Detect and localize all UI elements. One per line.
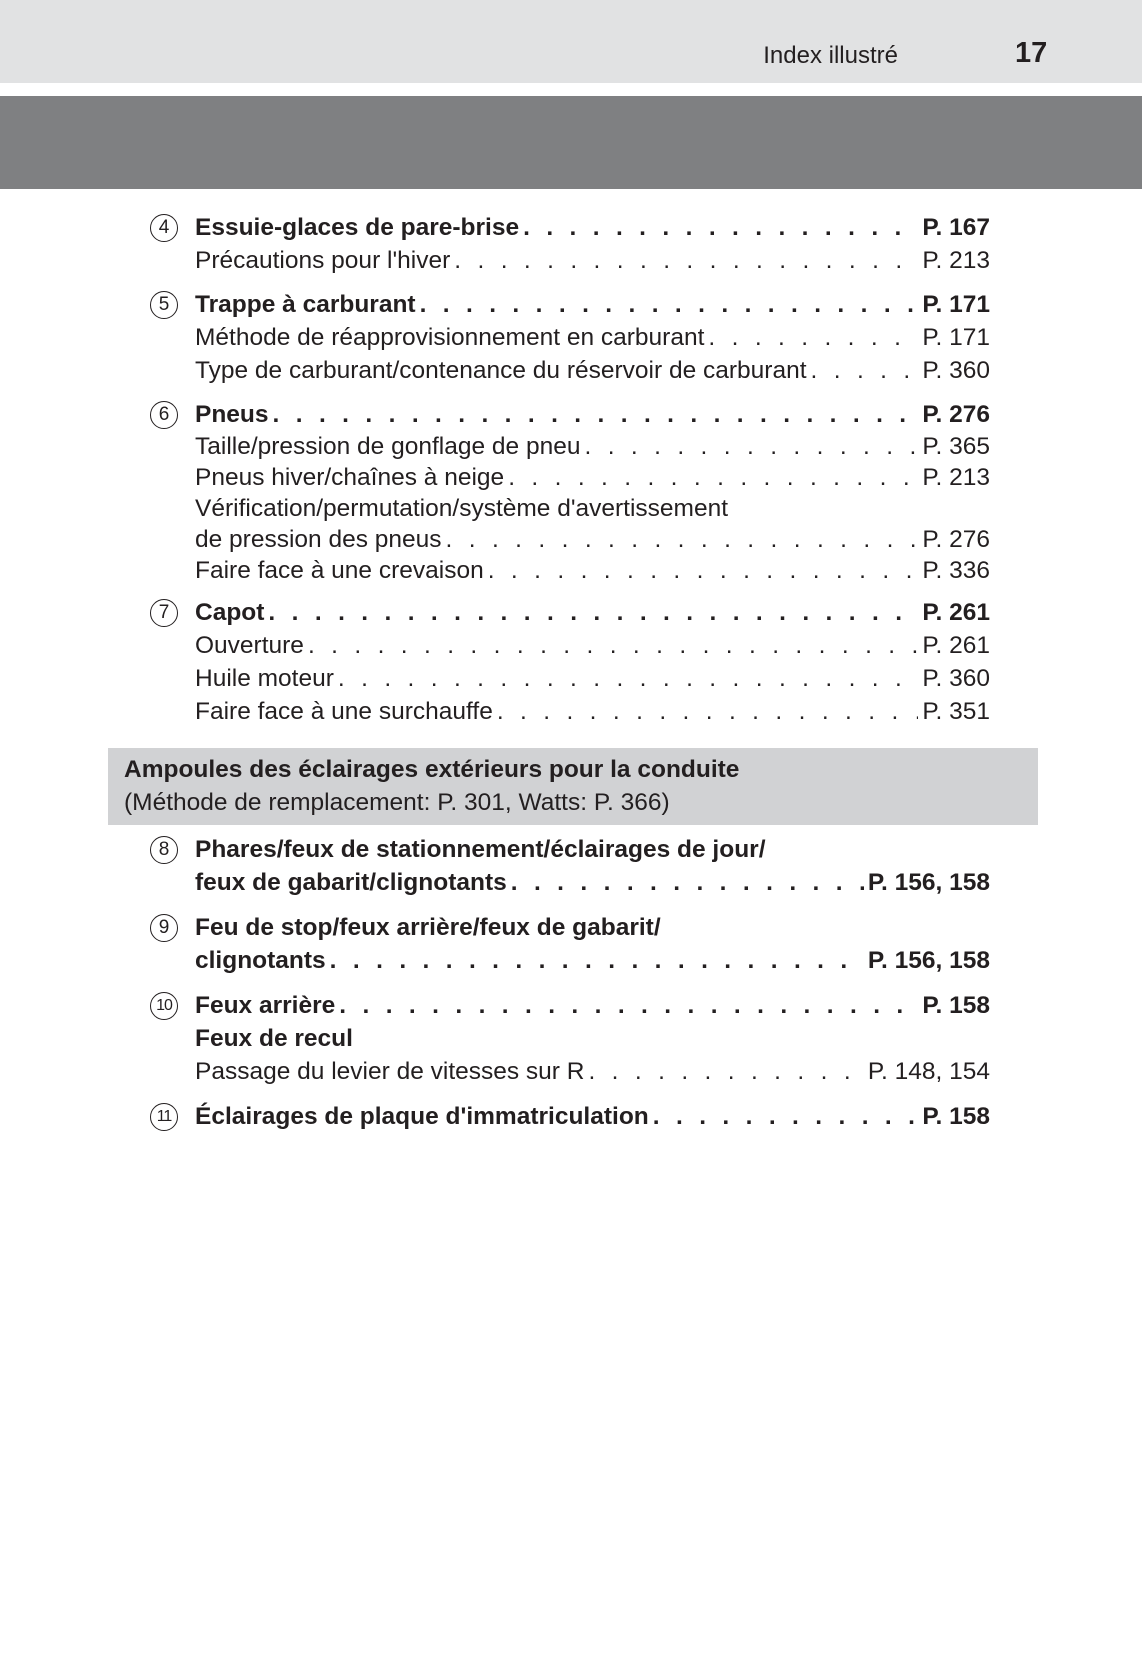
entry-label: feux de gabarit/clignotants [195,869,507,896]
entry-label: Faire face à une surchauffe [195,698,493,725]
index-entry-9 [150,911,990,977]
page-ref: P. 148, 154 [867,1058,990,1085]
item-number-badge: 7 [150,599,178,627]
entry-label: de pression des pneus [195,526,442,553]
page-ref: P. 261 [922,599,990,626]
item-number-badge: 11 [150,1103,178,1131]
index-entry-4 [150,211,990,277]
index-line[interactable] [195,244,990,277]
index-line[interactable] [195,629,990,662]
entry-label: Ouverture [195,632,304,659]
page-ref: P. 213 [922,464,990,491]
bulbs-section-heading: Ampoules des éclairages extérieurs pour la conduite [124,756,740,783]
bulbs-section-subheading[interactable]: (Méthode de remplacement: P. 301, Watts: P. 366) [124,789,670,816]
page-ref: P. 158 [922,992,990,1019]
index-line[interactable] [195,662,990,695]
index-line [195,833,990,866]
leader-dots [339,989,918,1022]
leader-dots [308,629,918,662]
page-ref: P. 213 [922,247,990,274]
leader-dots [653,1100,919,1133]
index-line[interactable] [195,555,990,586]
page-ref: P. 156, 158 [867,947,990,974]
page-ref: P. 171 [922,291,990,318]
leader-dots [420,288,919,321]
index-line[interactable] [195,1055,990,1088]
item-number-badge: 9 [150,914,178,942]
index-line[interactable] [195,321,990,354]
index-line [195,911,990,944]
index-line[interactable] [195,524,990,555]
leader-dots [338,662,918,695]
item-number-badge: 8 [150,836,178,864]
page-ref: P. 365 [922,433,990,460]
entry-label: Faire face à une crevaison [195,557,484,584]
index-entry-6 [150,398,990,586]
bulbs-section-box [108,748,1038,825]
page-ref: P. 156, 158 [867,869,990,896]
page-ref: P. 360 [922,357,990,384]
entry-label: Passage du levier de vitesses sur R [195,1058,585,1085]
entry-label: Huile moteur [195,665,334,692]
entry-label: Feux arrière [195,992,336,1019]
page-ref: P. 336 [922,557,990,584]
entry-label: Feux de recul [195,1025,353,1052]
entry-label: Feu de stop/feux arrière/feux de gabarit/ [195,914,661,941]
title-band [0,96,1142,189]
leader-dots [273,398,919,431]
entry-label: Phares/feux de stationnement/éclairages de jour/ [195,836,766,863]
leader-dots [488,555,919,586]
page-ref: P. 158 [922,1103,990,1130]
index-entry-10 [150,989,990,1088]
leader-dots [584,431,918,462]
leader-dots [588,1055,863,1088]
entry-label: Capot [195,599,265,626]
leader-dots [497,695,918,728]
entry-label: clignotants [195,947,326,974]
index-line[interactable] [195,944,990,977]
index-line[interactable] [195,431,990,462]
entry-label: Précautions pour l'hiver [195,247,451,274]
item-number-badge: 5 [150,291,178,319]
leader-dots [508,462,918,493]
page-ref: P. 171 [922,324,990,351]
leader-dots [708,321,918,354]
index-line [195,493,990,524]
item-number-badge: 10 [150,992,178,1020]
leader-dots [446,524,919,555]
index-line[interactable] [195,398,990,431]
index-line[interactable] [195,462,990,493]
section-title: Index illustré [763,42,898,69]
index-line[interactable] [195,288,990,321]
page-ref: P. 276 [922,401,990,428]
index-line[interactable] [195,989,990,1022]
entry-label: Type de carburant/contenance du réservoir de carburant [195,357,807,384]
entry-label: Pneus hiver/chaînes à neige [195,464,505,491]
leader-dots [523,211,918,244]
page-ref: P. 360 [922,665,990,692]
leader-dots [811,354,919,387]
index-line[interactable] [195,866,990,899]
index-line[interactable] [195,596,990,629]
index-line[interactable] [195,1100,990,1133]
page-ref: P. 351 [922,698,990,725]
entry-label: Essuie-glaces de pare-brise [195,214,520,241]
index-entry-8 [150,833,990,899]
header-band [0,0,1142,83]
entry-label: Éclairages de plaque d'immatriculation [195,1103,649,1130]
index-line[interactable] [195,211,990,244]
index-line[interactable] [195,695,990,728]
item-number-badge: 4 [150,214,178,242]
index-entry-11 [150,1100,990,1133]
leader-dots [268,596,918,629]
index-entry-5 [150,288,990,387]
item-number-badge: 6 [150,401,178,429]
page-number: 17 [1015,37,1048,69]
entry-label: Vérification/permutation/système d'avertissement [195,495,729,522]
entry-label: Taille/pression de gonflage de pneu [195,433,581,460]
entry-label: Trappe à carburant [195,291,416,318]
leader-dots [330,944,864,977]
leader-dots [454,244,918,277]
leader-dots [511,866,864,899]
index-entry-7 [150,596,990,728]
page-ref: P. 167 [922,214,990,241]
index-line [195,1022,990,1055]
entry-label: Pneus [195,401,269,428]
index-line[interactable] [195,354,990,387]
page-ref: P. 276 [922,526,990,553]
page-ref: P. 261 [922,632,990,659]
entry-label: Méthode de réapprovisionnement en carburant [195,324,705,351]
